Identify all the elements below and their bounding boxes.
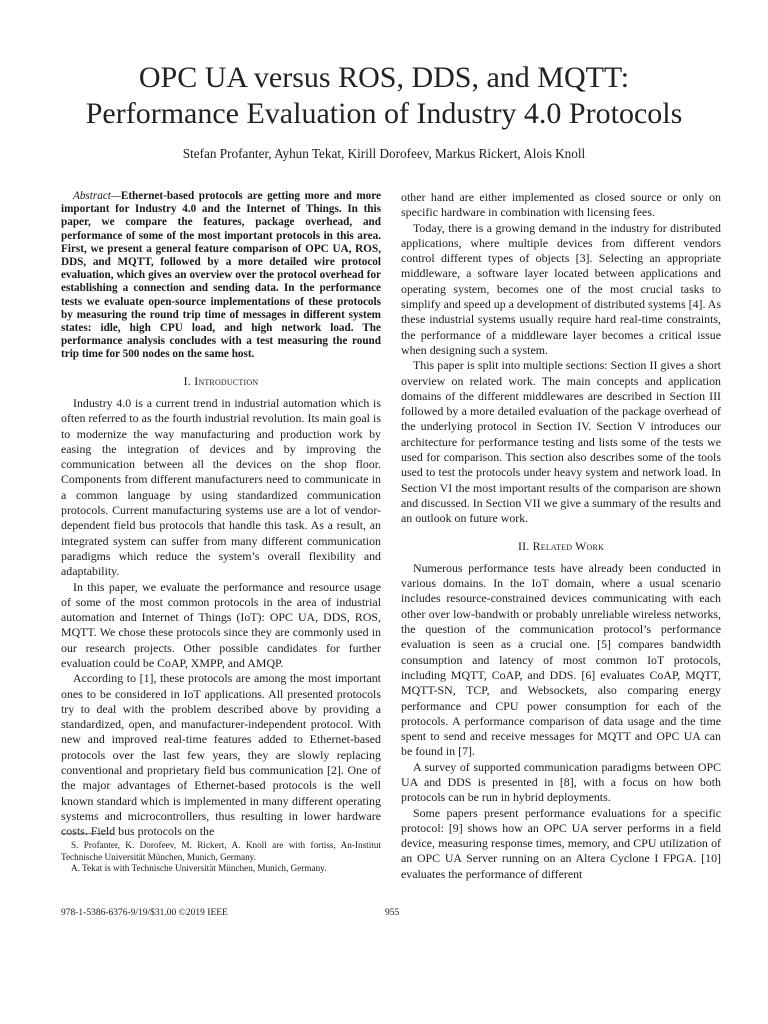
section-number: I. <box>183 373 195 388</box>
paragraph: other hand are either implemented as closed source or only on specific hardware in combination with licensing fees. <box>401 190 721 220</box>
footnote: A. Tekat is with Technische Universität München, Munich, Germany. <box>71 863 327 873</box>
paragraph: A survey of supported communication paradigms between OPC UA and DDS is presented in [8], with a focus on how both protocols can be run in hybrid deployments. <box>401 759 721 805</box>
paper-title <box>40 60 728 132</box>
section-heading-introduction <box>61 374 381 389</box>
footnote: S. Profanter, K. Dorofeev, M. Rickert, A. Knoll are with fortiss, An-Institut Technische Universität München, Munich, Germany. <box>61 840 381 862</box>
footnotes <box>61 840 381 875</box>
author-list: Stefan Profanter, Ayhun Tekat, Kirill Dorofeev, Markus Rickert, Alois Knoll <box>182 146 586 161</box>
page-number: 955 <box>385 908 400 918</box>
section-title: Related Work <box>532 538 605 553</box>
title-line-1: OPC UA versus ROS, DDS, and MQTT: <box>138 61 630 94</box>
paragraph: Numerous performance tests have already been conducted in various domains. In the IoT domain, where a usual scenario includes resource-constrained devices communicating with each other over low-bandwith or probably unreliable wireless networks, the question of the communication protocol’s performance evaluation is seen as a crucial one. [5] compares bandwidth consumption and latency of most common IoT protocols, including MQTT, CoAP, and DDS. [6] evaluates CoAP, MQTT, MQTT-SN, TCP, and Websockets, also comparing energy performance and CPU power consumption for each of the protocols. A performance comparison of data usage and the time spent to send and receive messages for MQTT and OPC UA can be found in [7]. <box>401 560 721 759</box>
paragraph: Some papers present performance evaluations for a specific protocol: [9] shows how an OPC UA server performs in a field device, measuring response times, memory, and CPU utilization of an OPC UA Server running on an Altera Cyclone I FPGA. [10] evaluates the performance of different <box>401 805 721 881</box>
paragraph: In this paper, we evaluate the performance and resource usage of some of the most common protocols in the area of industrial automation and Internet of Things (IoT): OPC UA, DDS, ROS, MQTT. We chose these protocols since they are commonly used in our research projects. Other possible candidates for further evaluation could be CoAP, XMPP, and AMQP. <box>61 579 381 670</box>
left-column <box>61 190 381 840</box>
copyright-notice: 978-1-5386-6376-9/19/$31.00 ©2019 IEEE <box>61 908 228 918</box>
paragraph: According to [1], these protocols are among the most important ones to be considered in IoT applications. All presented protocols try to deal with the problem described above by providing a standardized, open, and manufacturer-independent protocol. With new and improved real-time features added to Ethernet-based protocols over the last few years, they are slowly replacing conventional and proprietary field bus communication [2]. One of the major advantages of Ethernet-based protocols is the well known standard which is implemented in many different operating systems and microcontrollers, thus resulting in lower hardware costs. Field bus protocols on the <box>61 671 381 839</box>
section-heading-related-work <box>401 539 721 554</box>
right-column <box>401 190 721 882</box>
title-line-2: Performance Evaluation of Industry 4.0 Protocols <box>85 97 683 130</box>
footnote-divider <box>61 833 113 834</box>
abstract <box>61 190 381 362</box>
paragraph: Industry 4.0 is a current trend in industrial automation which is often referred to as the fourth industrial revolution. Its main goal is to modernize the way manufacturing and production work by easing the integration of devices and by improving the communication between all the devices on the shop floor. Components from different manufacturers need to communicate in a common language by using standardized communication protocols. Current manufacturing systems use are a lot of vendor-dependent field bus protocols that handle this task. As a result, an integrated system can suffer from many different communication paradigms which reduce the system’s overall flexibility and adaptability. <box>61 395 381 579</box>
paragraph: Today, there is a growing demand in the industry for distributed applications, where multiple devices from different vendors control different types of objects [3]. Selecting an appropriate middleware, a software layer located between applications and operating system, becomes one of the most crucial tasks to simplify and speed up a development of distributed systems [4]. As these industrial systems usually require hard real-time constraints, the performance of a middleware layer becomes a critical issue when designing such a system. <box>401 220 722 357</box>
section-title: Introduction <box>194 373 259 388</box>
section-number: II. <box>517 538 533 553</box>
abstract-text: Ethernet-based protocols are getting more and more important for Industry 4.0 and the Internet of Things. In this paper, we compare the features, package overhead, and performance of some of the most important protocols in this area. First, we present a general feature comparison of OPC UA, ROS, DDS, and MQTT, followed by a more detailed wire protocol evaluation, which gives an overview over the protocol overhead for establishing a connection and sending data. In the performance tests we evaluate open-source implementations of these protocols by measuring the round trip time of messages in different system states: idle, high CPU load, and high network load. The performance analysis concludes with a test measuring the round trip time for 500 nodes on the same host. <box>61 190 381 361</box>
abstract-lead: Abstract— <box>73 190 121 202</box>
paragraph: This paper is split into multiple sections: Section II gives a short overview on related work. The main concepts and application domains of the different middlewares are described in Section III followed by a more detailed evaluation of the package overhead of the underlying protocol in Section IV. Section V introduces our architecture for performance testing and lists some of the tests we used for comparison. This section also describes some of the tools used to test the protocols under heavy system and network load. In Section VI the most important results of the comparison are shown and discussed. In Section VII we give a summary of the results and an outlook on future work. <box>401 358 721 526</box>
